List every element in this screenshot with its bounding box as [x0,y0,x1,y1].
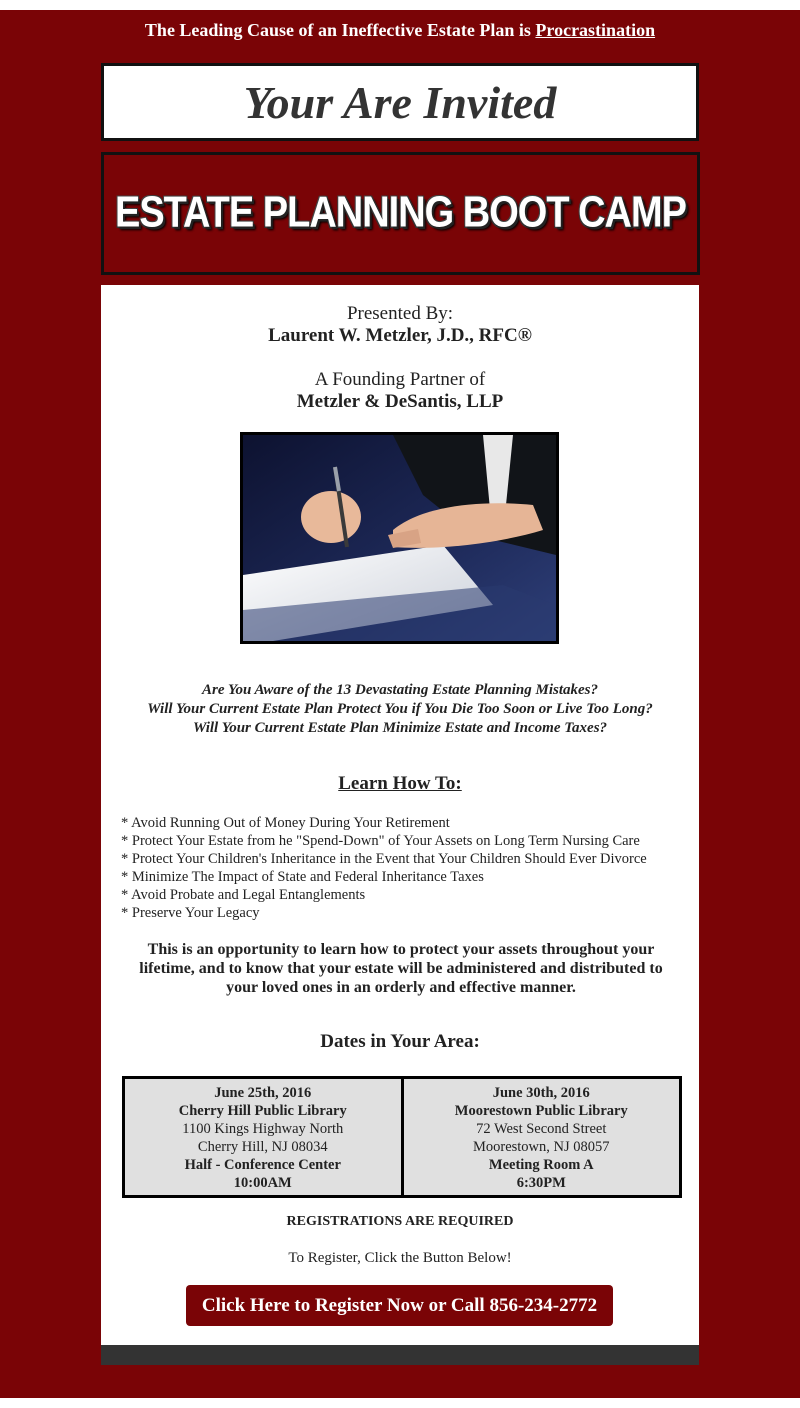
event-room: Half - Conference Center [184,1157,341,1173]
event-venue: Cherry Hill Public Library [178,1103,347,1119]
event-banner [101,152,700,275]
list-item: * Protect Your Children's Inheritance in the Event that Your Children Should Ever Divorce [121,851,647,867]
question-item: Will Your Current Estate Plan Protect You if You Die Too Soon or Live Too Long? [147,701,653,717]
question-item: Are You Aware of the 13 Devastating Estate Planning Mistakes? [201,682,598,698]
tagline [0,20,800,41]
event-room: Meeting Room A [488,1157,594,1173]
dates-table [122,1076,682,1198]
content-panel [101,285,699,1345]
register-button[interactable]: Click Here to Register Now or Call 856-234-2772 [186,1285,613,1326]
invite-title: Your Are Invited [243,76,557,128]
event-street: 72 West Second Street [476,1121,607,1137]
question-list [101,681,699,738]
tagline-prefix: The Leading Cause of an Ineffective Estate Plan is [144,20,536,40]
event-city: Cherry Hill, NJ 08034 [197,1139,328,1155]
event-cell-moorestown [401,1079,680,1195]
invite-banner [101,63,699,141]
tagline-emphasis: Procrastination [535,20,656,40]
presenter-name: Laurent W. Metzler, J.D., RFC® [268,325,532,346]
signing-hands-illustration [243,435,556,641]
event-time: 10:00AM [233,1175,292,1191]
event-date: June 30th, 2016 [492,1085,590,1101]
list-item: * Preserve Your Legacy [121,905,260,921]
firm-name: Metzler & DeSantis, LLP [296,391,504,412]
dates-heading: Dates in Your Area: [320,1031,480,1052]
footer-bar [101,1345,699,1365]
presenter-role: A Founding Partner of [314,369,486,390]
registration-required-notice: REGISTRATIONS ARE REQUIRED [286,1214,514,1229]
event-city: Moorestown, NJ 08057 [472,1139,610,1155]
list-item: * Protect Your Estate from he "Spend-Down" of Your Assets on Long Term Nursing Care [121,833,640,849]
event-street: 1100 Kings Highway North [182,1121,344,1137]
learn-heading: Learn How To: [338,773,462,794]
registration-instructions: To Register, Click the Button Below! [288,1250,512,1266]
event-time: 6:30PM [516,1175,566,1191]
signing-document-photo [240,432,559,644]
presented-by-label: Presented By: [346,303,454,324]
learn-list [121,814,696,922]
list-item: * Avoid Running Out of Money During Your Retirement [121,815,450,831]
event-date: June 25th, 2016 [214,1085,312,1101]
event-venue: Moorestown Public Library [454,1103,628,1119]
event-cell-cherry-hill [125,1079,401,1195]
opportunity-statement: This is an opportunity to learn how to protect your assets throughout your lifetime, and to know that your estate will be administered and distributed to your loved ones in an orderly and effective manner. [139,941,663,996]
event-banner-title: ESTATE PLANNING BOOT CAMP [114,188,687,238]
list-item: * Avoid Probate and Legal Entanglements [121,887,366,903]
list-item: * Minimize The Impact of State and Federal Inheritance Taxes [121,869,484,885]
question-item: Will Your Current Estate Plan Minimize Estate and Income Taxes? [192,720,608,736]
